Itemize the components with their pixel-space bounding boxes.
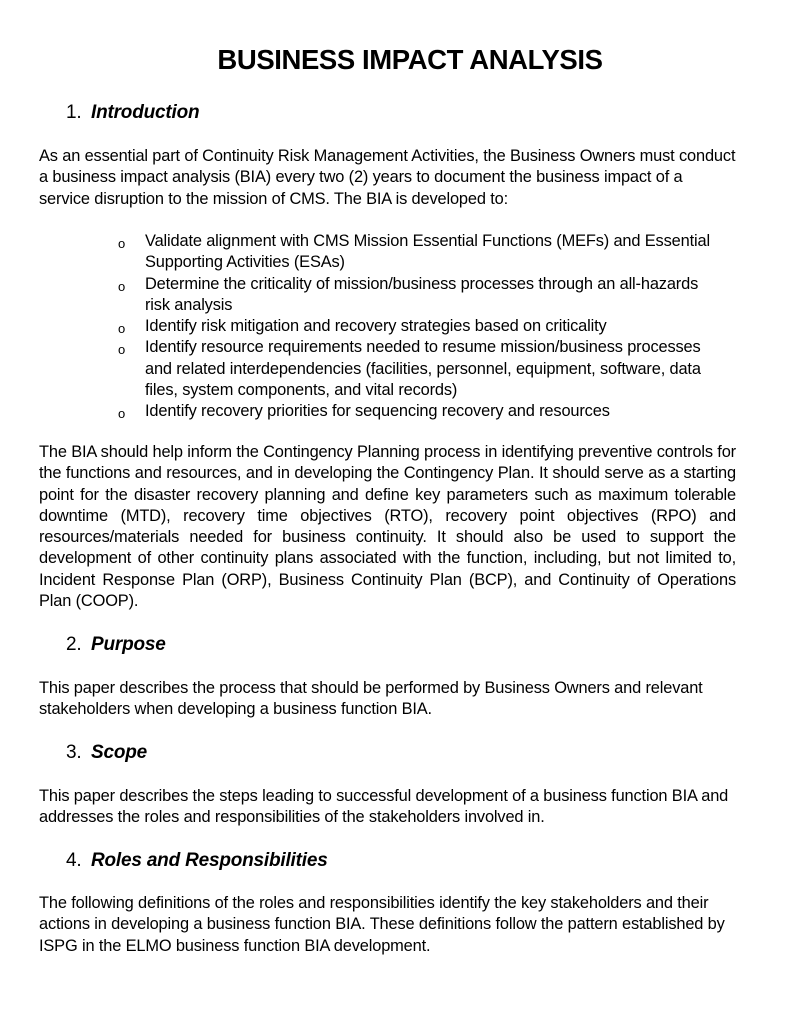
list-item bbox=[118, 337, 718, 401]
bullet-text: Validate alignment with CMS Mission Essential Functions (MEFs) and Essential Supporting Activities (ESAs) bbox=[145, 232, 710, 272]
bullet-marker: o bbox=[118, 278, 126, 294]
section-title: Introduction bbox=[91, 102, 200, 123]
bia-purpose-paragraph: The BIA should help inform the Contingency Planning process in identifying preventive controls for the functions and resources, and in developing the Contingency Plan. It should serve as a starting point for the disaster recovery planning and define key parameters such as maximum tolerable downtime (MTD), recovery time objectives (RTO), recovery point objectives (RPO) and resources/materials needed for business continuity. It should also be used to support the development of other continuity plans associated with the function, including, but not limited to, Incident Response Plan (ORP), Business Continuity Plan (BCP), and Continuity of Operations Plan (COOP). bbox=[39, 443, 736, 611]
section-heading-roles bbox=[66, 849, 328, 873]
document-title: BUSINESS IMPACT ANALYSIS bbox=[217, 44, 603, 75]
scope-paragraph: This paper describes the steps leading to successful development of a business function BIA and addresses the roles and responsibilities of the stakeholders involved in. bbox=[39, 787, 729, 827]
section-heading-scope bbox=[66, 741, 147, 765]
list-item bbox=[118, 231, 718, 274]
section-number: 3. bbox=[66, 742, 82, 763]
bullet-text: Identify risk mitigation and recovery strategies based on criticality bbox=[145, 317, 607, 336]
section-number: 4. bbox=[66, 850, 82, 871]
list-item bbox=[118, 316, 718, 337]
section-title: Scope bbox=[91, 742, 148, 763]
bullet-marker: o bbox=[118, 406, 126, 422]
list-item bbox=[118, 274, 718, 317]
list-item bbox=[118, 401, 718, 422]
section-heading-introduction bbox=[66, 101, 199, 125]
section-title: Roles and Responsibilities bbox=[91, 850, 328, 871]
bullet-marker: o bbox=[118, 236, 126, 251]
section-number: 2. bbox=[66, 634, 82, 655]
section-heading-purpose bbox=[66, 633, 166, 657]
roles-paragraph: The following definitions of the roles and responsibilities identify the key stakeholders and their actions in developing a business function BIA. These definitions follow the pattern established by ISPG in the ELMO business function BIA development. bbox=[39, 894, 725, 955]
bullet-marker: o bbox=[118, 342, 126, 358]
section-title: Purpose bbox=[91, 634, 166, 655]
bullet-marker: o bbox=[118, 321, 126, 337]
purpose-paragraph: This paper describes the process that should be performed by Business Owners and relevant stakeholders when developing a business function BIA. bbox=[39, 679, 703, 719]
introduction-bullet-list bbox=[118, 231, 718, 423]
bullet-text: Identify recovery priorities for sequencing recovery and resources bbox=[145, 402, 610, 421]
bullet-text: Determine the criticality of mission/business processes through an all-hazards risk analysis bbox=[145, 274, 699, 314]
bullet-text: Identify resource requirements needed to resume mission/business processes and related interdependencies (facilities, personnel, equipment, software, data files, system components, and vital records) bbox=[145, 338, 701, 400]
section-number: 1. bbox=[66, 102, 82, 123]
introduction-paragraph: As an essential part of Continuity Risk Management Activities, the Business Owners must conduct a business impact analysis (BIA) every two (2) years to document the business impact of a service disruption to the mission of CMS. The BIA is developed to: bbox=[39, 147, 736, 208]
